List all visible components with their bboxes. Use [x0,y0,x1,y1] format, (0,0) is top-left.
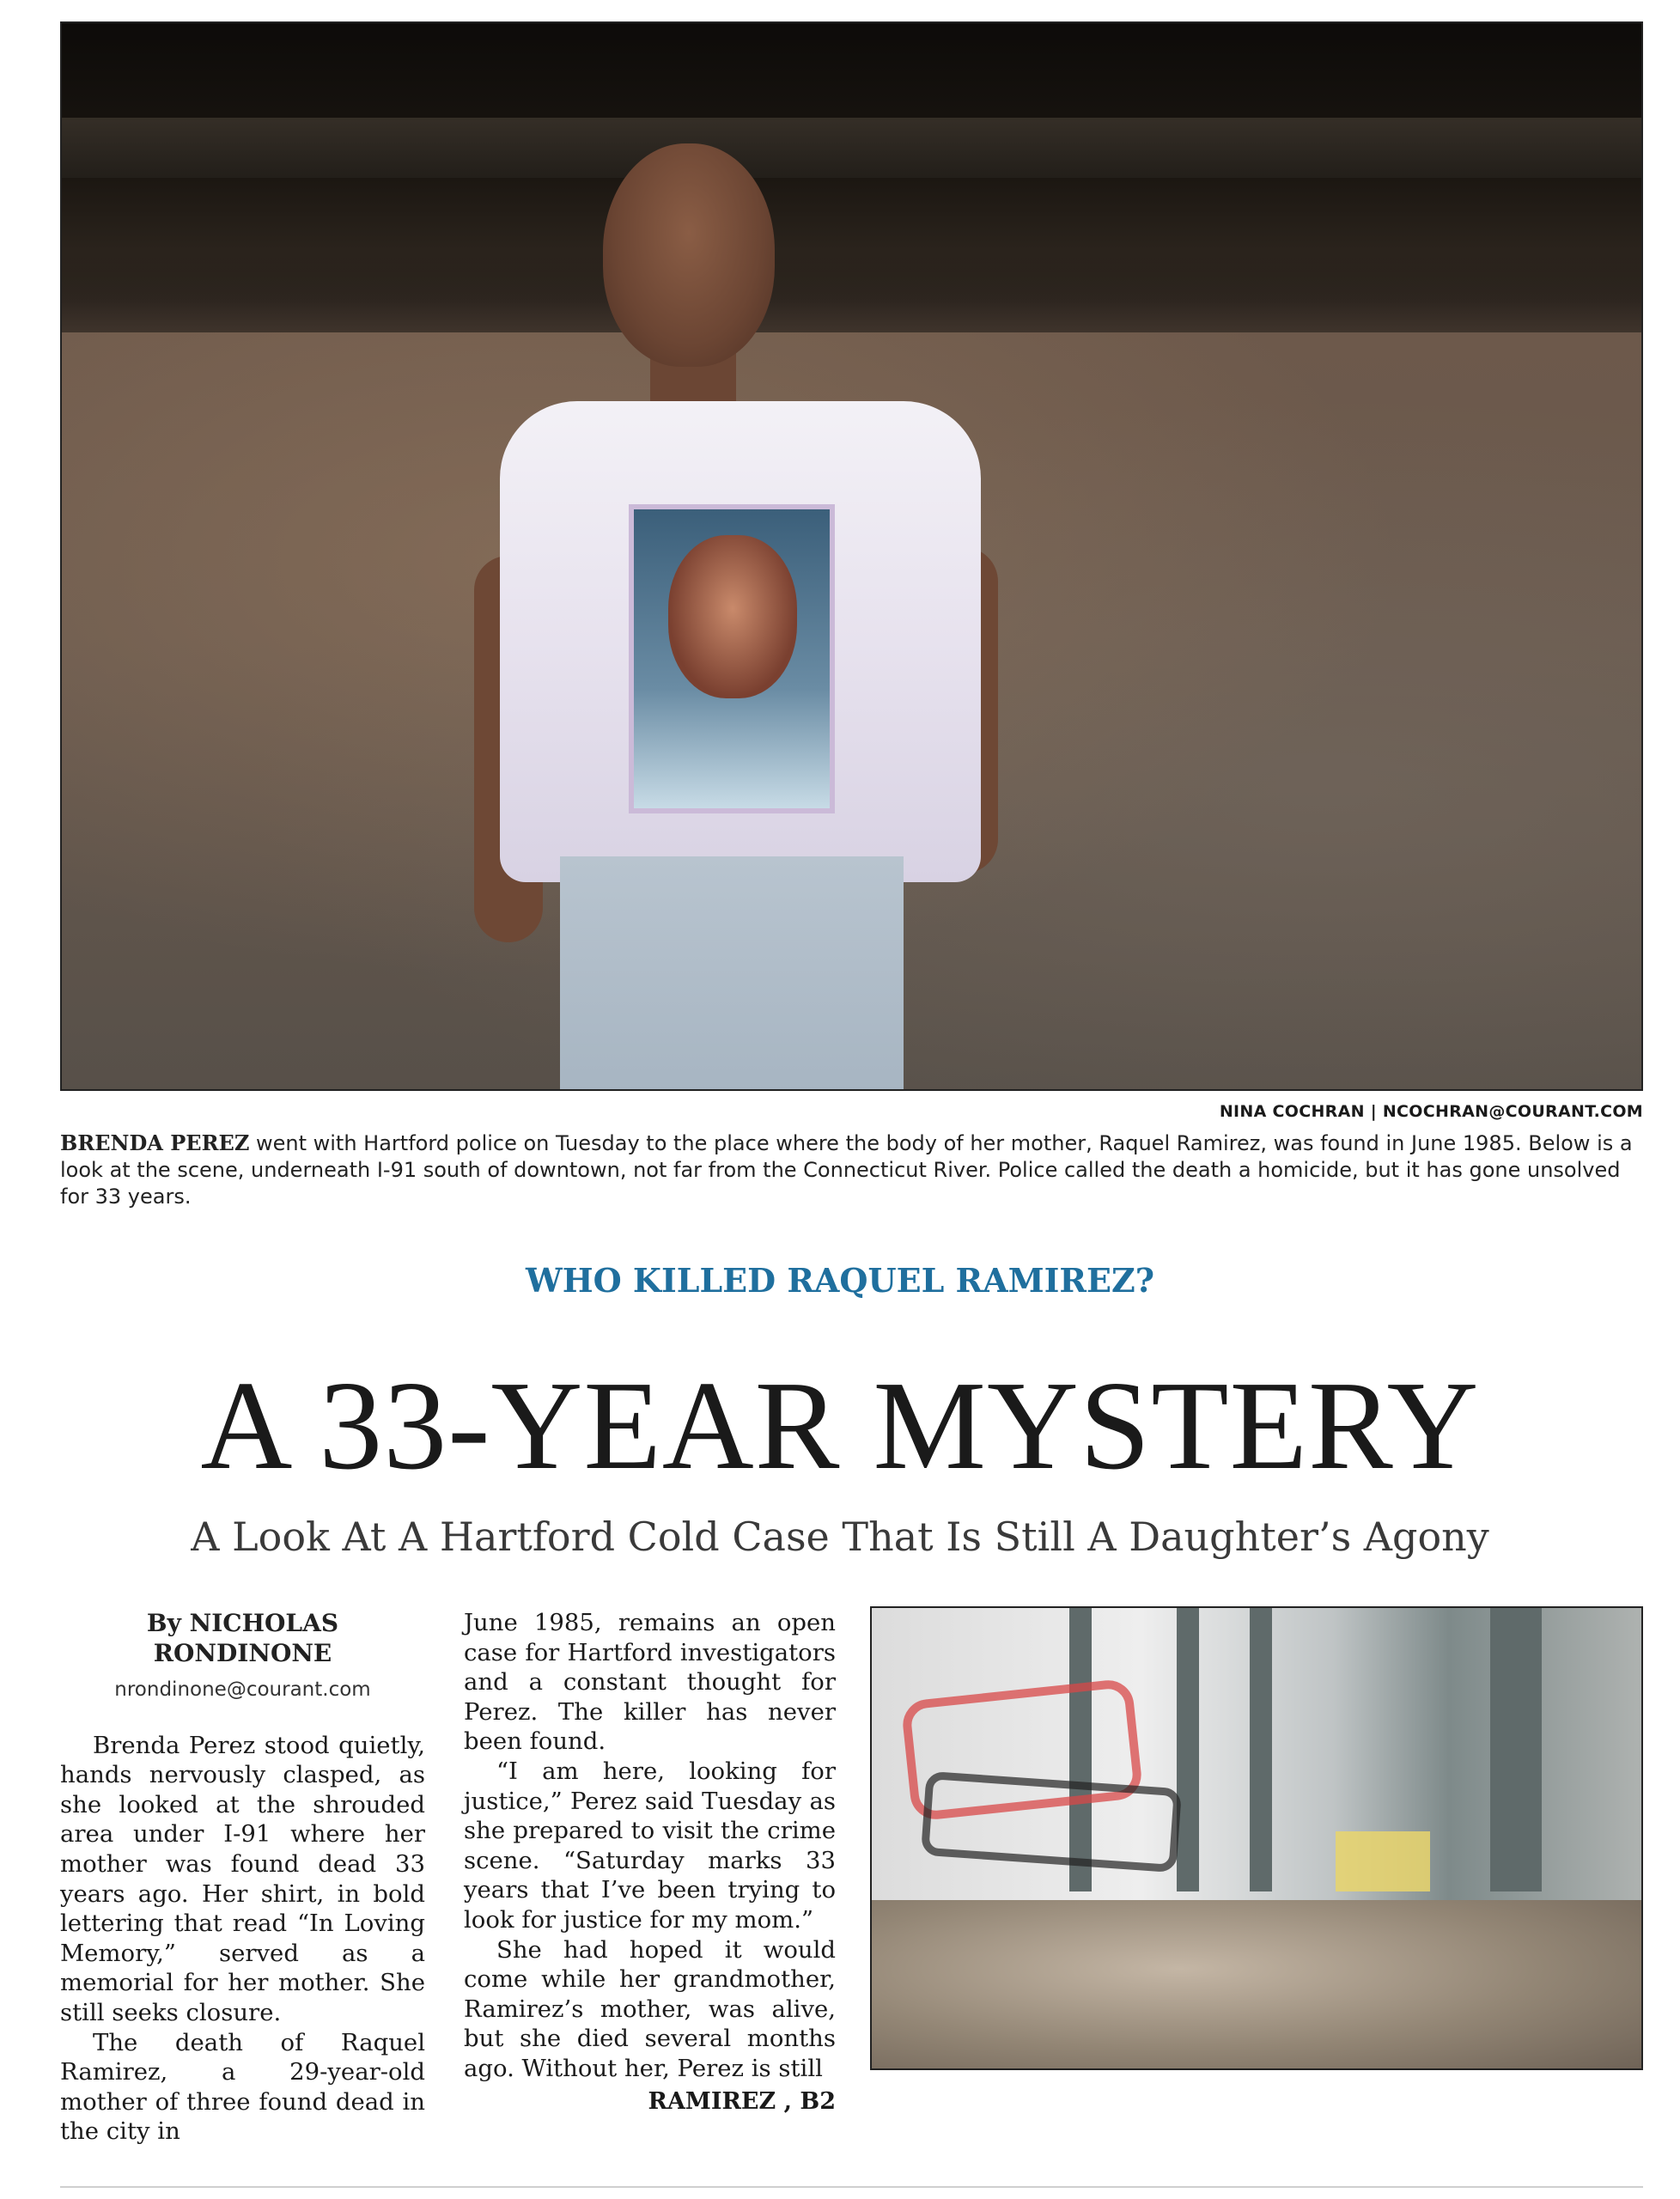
caption-lead: BRENDA PEREZ [60,1130,250,1155]
story-column-2 [464,1608,836,2117]
story-paragraph-continued: June 1985, remains an open case for Hartford investigators and a constant thought for Perez. The killer has never been found. [464,1609,836,1756]
photo-credit: NINA COCHRAN | NCOCHRAN@COURANT.COM [1219,1102,1643,1121]
story-column-1 [60,1608,425,2147]
yellow-graffiti [1336,1831,1430,1891]
byline-name-line1: By NICHOLAS [146,1609,339,1637]
story-paragraph: She had hoped it would come while her grandmother, Ramirez’s mother, was alive, but she died several months ago. Without her, Perez is still [464,1935,836,2082]
story-paragraph: The death of Raquel Ramirez, a 29-year-old mother of three found dead in the city in [60,2028,425,2146]
jeans [560,856,904,1091]
black-graffiti [921,1771,1182,1873]
byline-email: nrondinone@courant.com [114,1678,371,1701]
head [603,143,775,367]
rubble-ground [872,1900,1641,2070]
shirt-portrait [668,535,797,698]
headline: A 33-YEAR MYSTERY [200,1355,1480,1496]
story-paragraph: “I am here, looking for justice,” Perez said Tuesday as she prepared to visit the crime scene. “Saturday marks 33 years that I’ve been trying to look for justice for my mom.” [464,1757,836,1934]
shirt-memorial-print [629,504,835,813]
main-photo [60,21,1643,1091]
memorial-shirt [500,401,981,882]
steel-beam [1250,1608,1272,1891]
brenda-perez-figure [466,143,1015,1091]
story-paragraph: Brenda Perez stood quietly, hands nervously clasped, as she looked at the shrouded area under I-91 where her mother was found dead 33 years ago. Her shirt, in bold lettering that read “In Loving Memory,” served as a memorial for her mother. She still seeks closure. [60,1731,425,2026]
caption-text: went with Hartford police on Tuesday to the place where the body of her mother, Raquel Ramirez, was found in June 1985. Below is a look at the scene, underneath I-91 south of downtown, not far from the Connecticut River. Police called the death a homicide, but it has gone unsolved for 33 years. [60,1131,1633,1209]
page-bottom-rule [60,2186,1643,2188]
byline-name-line2: RONDINONE [153,1639,332,1667]
photo-caption [60,1130,1643,1210]
byline [60,1608,425,1668]
kicker: WHO KILLED RAQUEL RAMIREZ? [526,1261,1154,1300]
steel-beam [1490,1608,1542,1891]
crime-scene-photo [870,1606,1643,2070]
subheadline: A Look At A Hartford Cold Case That Is Still A Daughter’s Agony [191,1514,1489,1560]
steel-beam [1177,1608,1199,1891]
jump-line: RAMIREZ , B2 [648,2087,836,2115]
